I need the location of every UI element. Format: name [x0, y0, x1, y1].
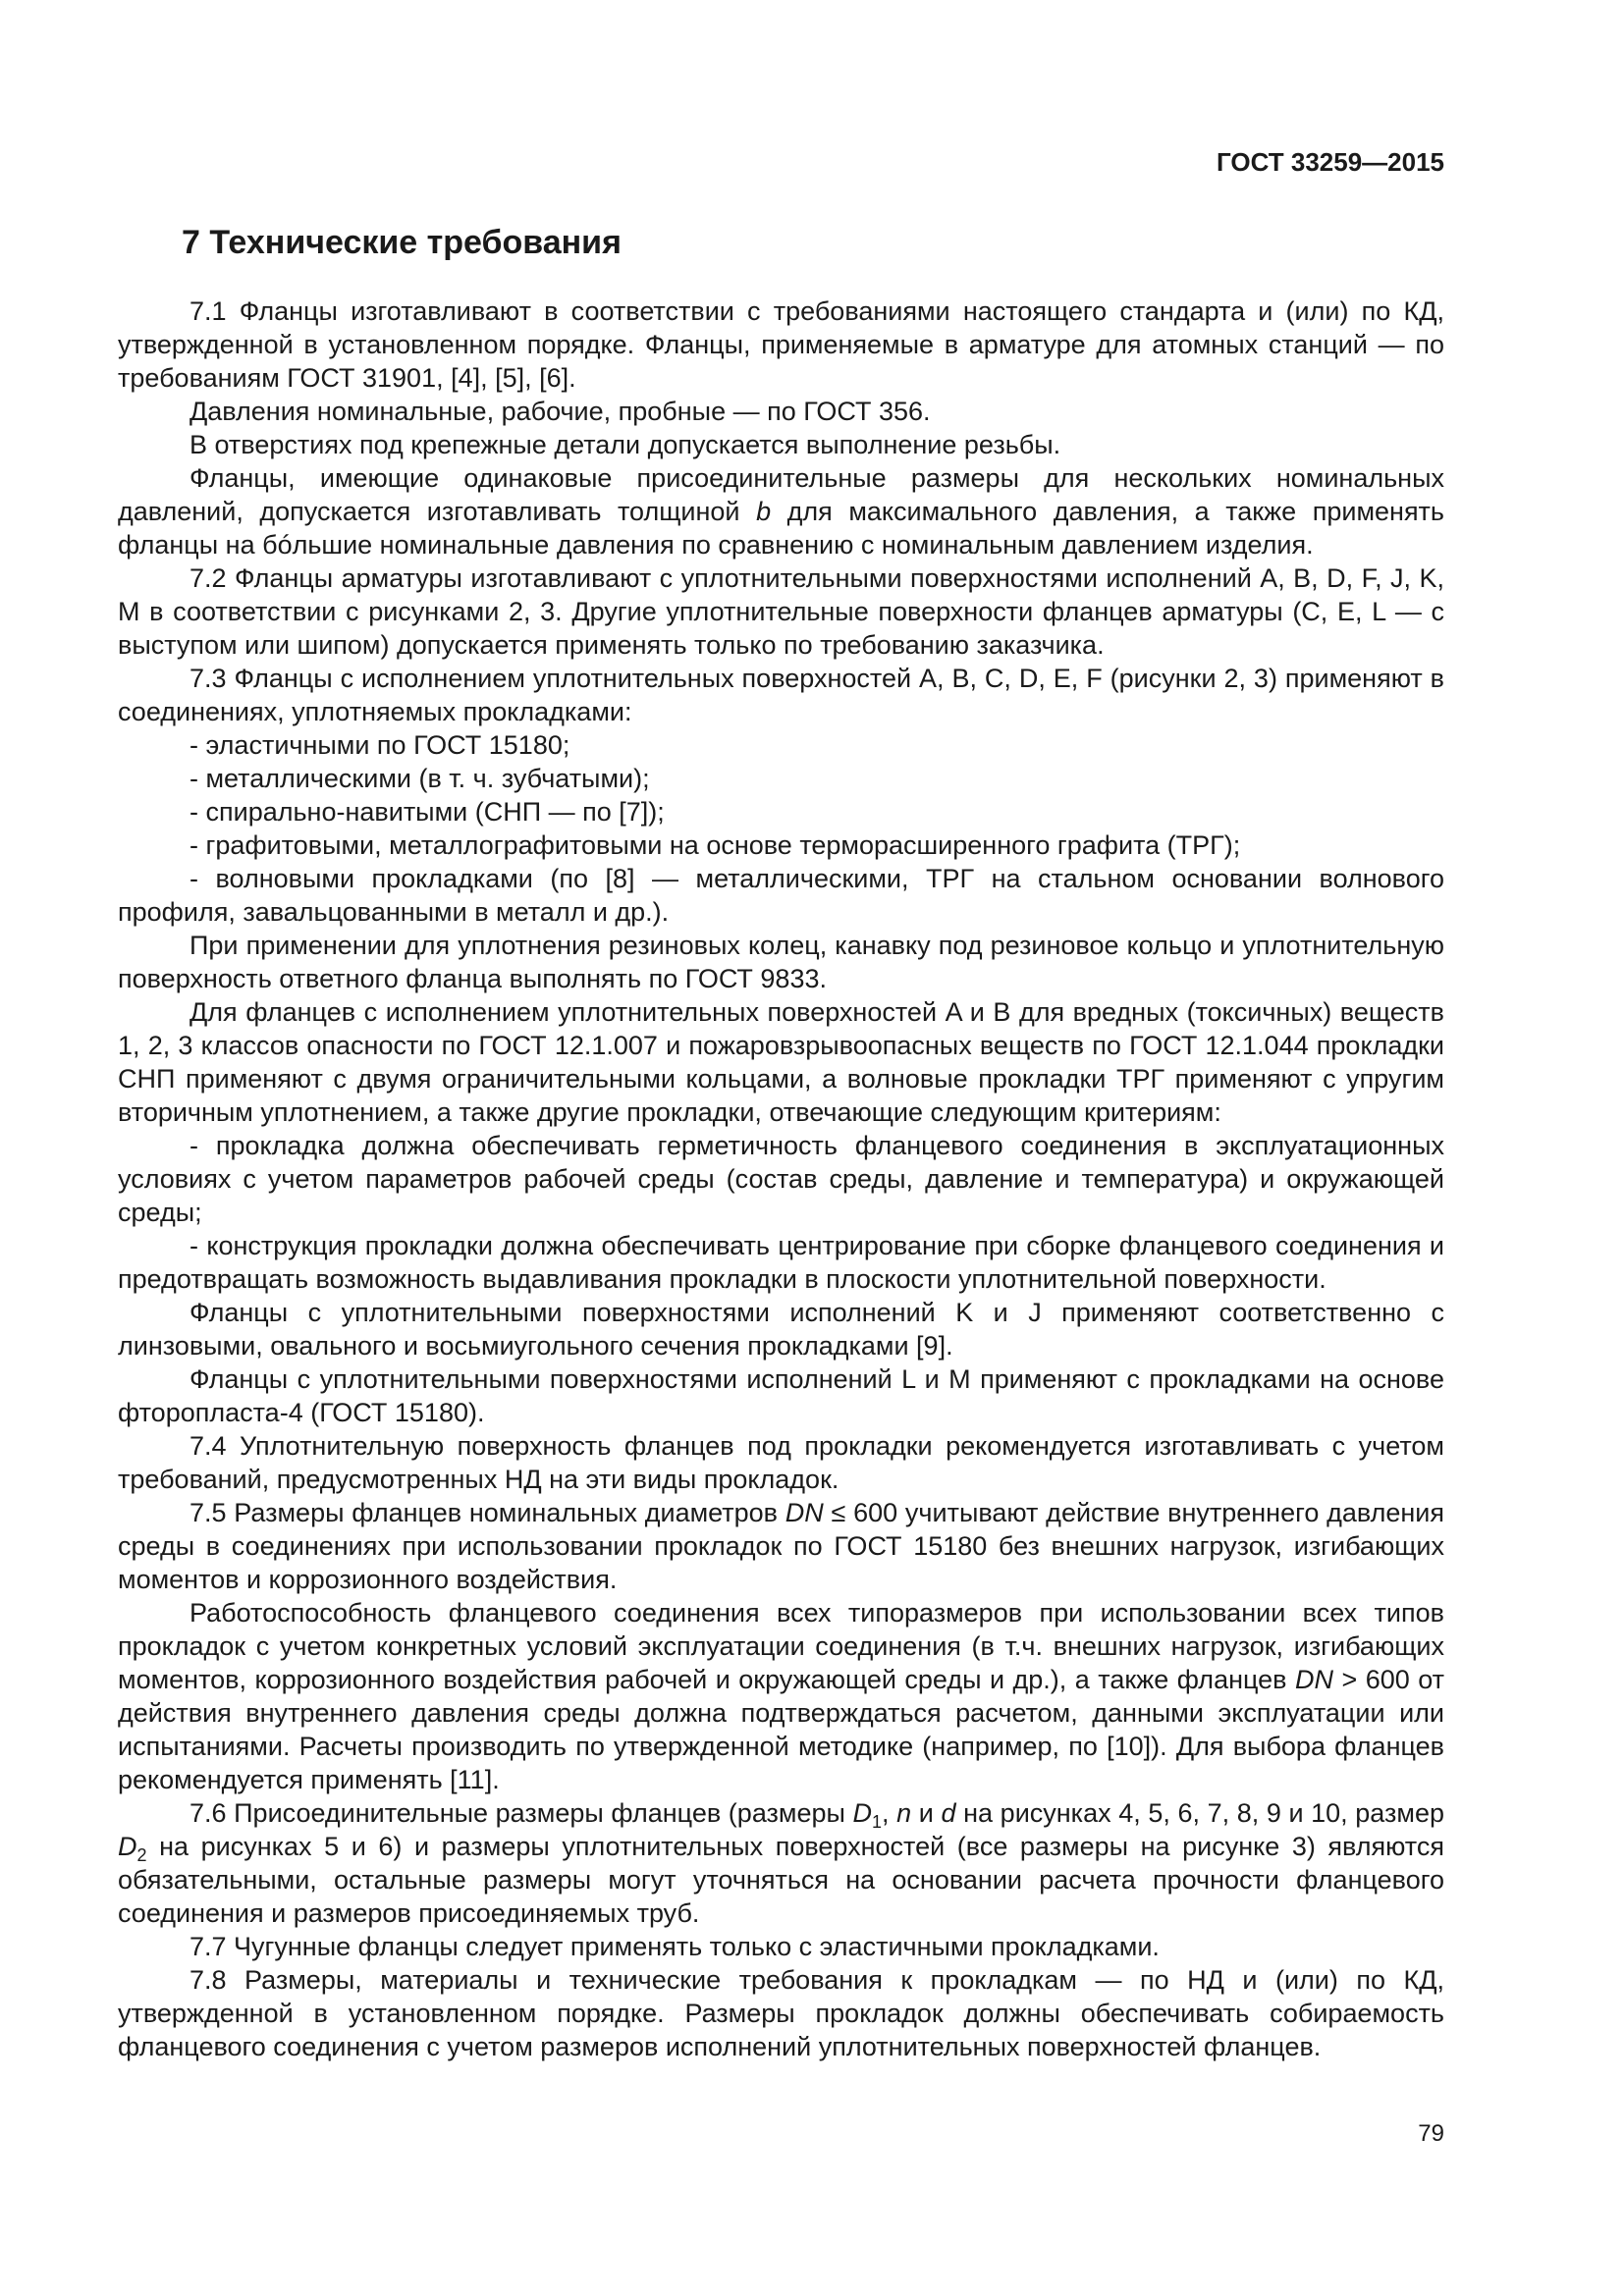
paragraph: Давления номинальные, рабочие, пробные — по ГОСТ 356. [189, 397, 931, 426]
section-title: 7 Технические требования [182, 224, 622, 261]
paragraph: При применении для уплотнения резиновых колец, канавку под резиновое кольцо и уплотнительную поверхность ответного фланца выполнять по ГОСТ 9833. [118, 931, 1444, 993]
paragraph: Фланцы с уплотнительными поверхностями исполнений K и J применяют соответственно с линзовыми, овального и восьмиугольного сечения прокладками [9]. [118, 1298, 1444, 1361]
paragraph: - спирально-навитыми (СНП — по [7]); [189, 797, 665, 827]
paragraph: В отверстиях под крепежные детали допускается выполнение резьбы. [189, 430, 1061, 459]
paragraph: - эластичными по ГОСТ 15180; [189, 730, 570, 760]
paragraph: 7.4 Уплотнительную поверхность фланцев под прокладки рекомендуется изготавливать с учетом требований, предусмотренных НД на эти виды прокладок. [118, 1431, 1444, 1494]
paragraph: 7.5 Размеры фланцев номинальных диаметров DN ≤ 600 учитывают действие внутреннего давления среды в соединениях при использовании прокладок по ГОСТ 15180 без внешних нагрузок, изгибающих моментов и коррозионного воздействия. [118, 1498, 1445, 1594]
paragraph: Фланцы, имеющие одинаковые присоединительные размеры для нескольких номинальных давлений, допускается изготавливать толщиной b для максимального давления, а также применять фланцы на бóльшие номинальные давления по сравнению с номинальным давлением изделия. [118, 463, 1444, 560]
paragraph: - конструкция прокладки должна обеспечивать центрирование при сборке фланцевого соединения и предотвращать возможность выдавливания прокладки в плоскости уплотнительной поверхности. [118, 1231, 1444, 1294]
paragraph: 7.8 Размеры, материалы и технические требования к прокладкам — по НД и (или) по КД, утвержденной в установленном порядке. Размеры прокладок должны обеспечивать собираемость фланцевого соединения с учетом размеров исполнений уплотнительных поверхностей фланцев. [118, 1965, 1444, 2061]
document-id: ГОСТ 33259—2015 [1217, 147, 1444, 177]
paragraph: 7.6 Присоединительные размеры фланцев (размеры $D_1$, n и d на рисунках 4, 5, 6, 7, 8, 9 и 10, размер $D_2$ на рисунках 5 и 6) и размеры уплотнительных поверхностей (все размеры на рисунке 3) являются обязательными, остальные размеры могут уточняться на основании расчета прочности фланцевого соединения и размеров присоединяемых труб. [118, 1798, 1444, 1928]
paragraph: Фланцы с уплотнительными поверхностями исполнений L и M применяют с прокладками на основе фторопласта-4 (ГОСТ 15180). [118, 1364, 1444, 1427]
paragraph: - графитовыми, металлографитовыми на основе терморасширенного графита (ТРГ); [189, 830, 1241, 860]
paragraph: Для фланцев с исполнением уплотнительных поверхностей A и B для вредных (токсичных) веществ 1, 2, 3 классов опасности по ГОСТ 12.1.007 и пожаровзрывоопасных веществ по ГОСТ 12.1.044 прокладки СНП применяют с двумя ограничительными кольцами, а волновые прокладки ТРГ применяют с упругим вторичным уплотнением, а также другие прокладки, отвечающие следующим критериям: [118, 997, 1444, 1127]
paragraph: 7.1 Фланцы изготавливают в соответствии с требованиями настоящего стандарта и (или) по КД, утвержденной в установленном порядке. Фланцы, применяемые в арматуре для атомных станций — по требованиям ГОСТ 31901, [4], [5], [6]. [118, 296, 1444, 393]
paragraph: - металлическими (в т. ч. зубчатыми); [189, 764, 650, 793]
paragraph: 7.2 Фланцы арматуры изготавливают с уплотнительными поверхностями исполнений A, B, D, F, J, K, M в соответствии с рисунками 2, 3. Другие уплотнительные поверхности фланцев арматуры (C, E, L — с выступом или шипом) допускается применять только по требованию заказчика. [118, 563, 1444, 660]
section-body [118, 294, 1444, 2063]
paragraph: 7.7 Чугунные фланцы следует применять только с эластичными прокладками. [189, 1932, 1160, 1961]
paragraph: - прокладка должна обеспечивать герметичность фланцевого соединения в эксплуатационных условиях с учетом параметров рабочей среды (состав среды, давление и температура) и окружающей среды; [118, 1131, 1444, 1227]
paragraph: 7.3 Фланцы с исполнением уплотнительных поверхностей A, B, C, D, E, F (рисунки 2, 3) применяют в соединениях, уплотняемых прокладками: [118, 664, 1444, 726]
page-number: 79 [1418, 2120, 1444, 2147]
paragraph: Работоспособность фланцевого соединения всех типоразмеров при использовании всех типов прокладок с учетом конкретных условий эксплуатации соединения (в т.ч. внешних нагрузок, изгибающих моментов, коррозионного воздействия рабочей и окружающей среды и др.), а также фланцев DN > 600 от действия внутреннего давления среды должна подтверждаться расчетом, данными эксплуатации или испытаниями. Расчеты производить по утвержденной методике (например, по [10]). Для выбора фланцев рекомендуется применять [11]. [118, 1598, 1444, 1794]
paragraph: - волновыми прокладками (по [8] — металлическими, ТРГ на стальном основании волнового профиля, завальцованными в металл и др.). [118, 864, 1444, 927]
